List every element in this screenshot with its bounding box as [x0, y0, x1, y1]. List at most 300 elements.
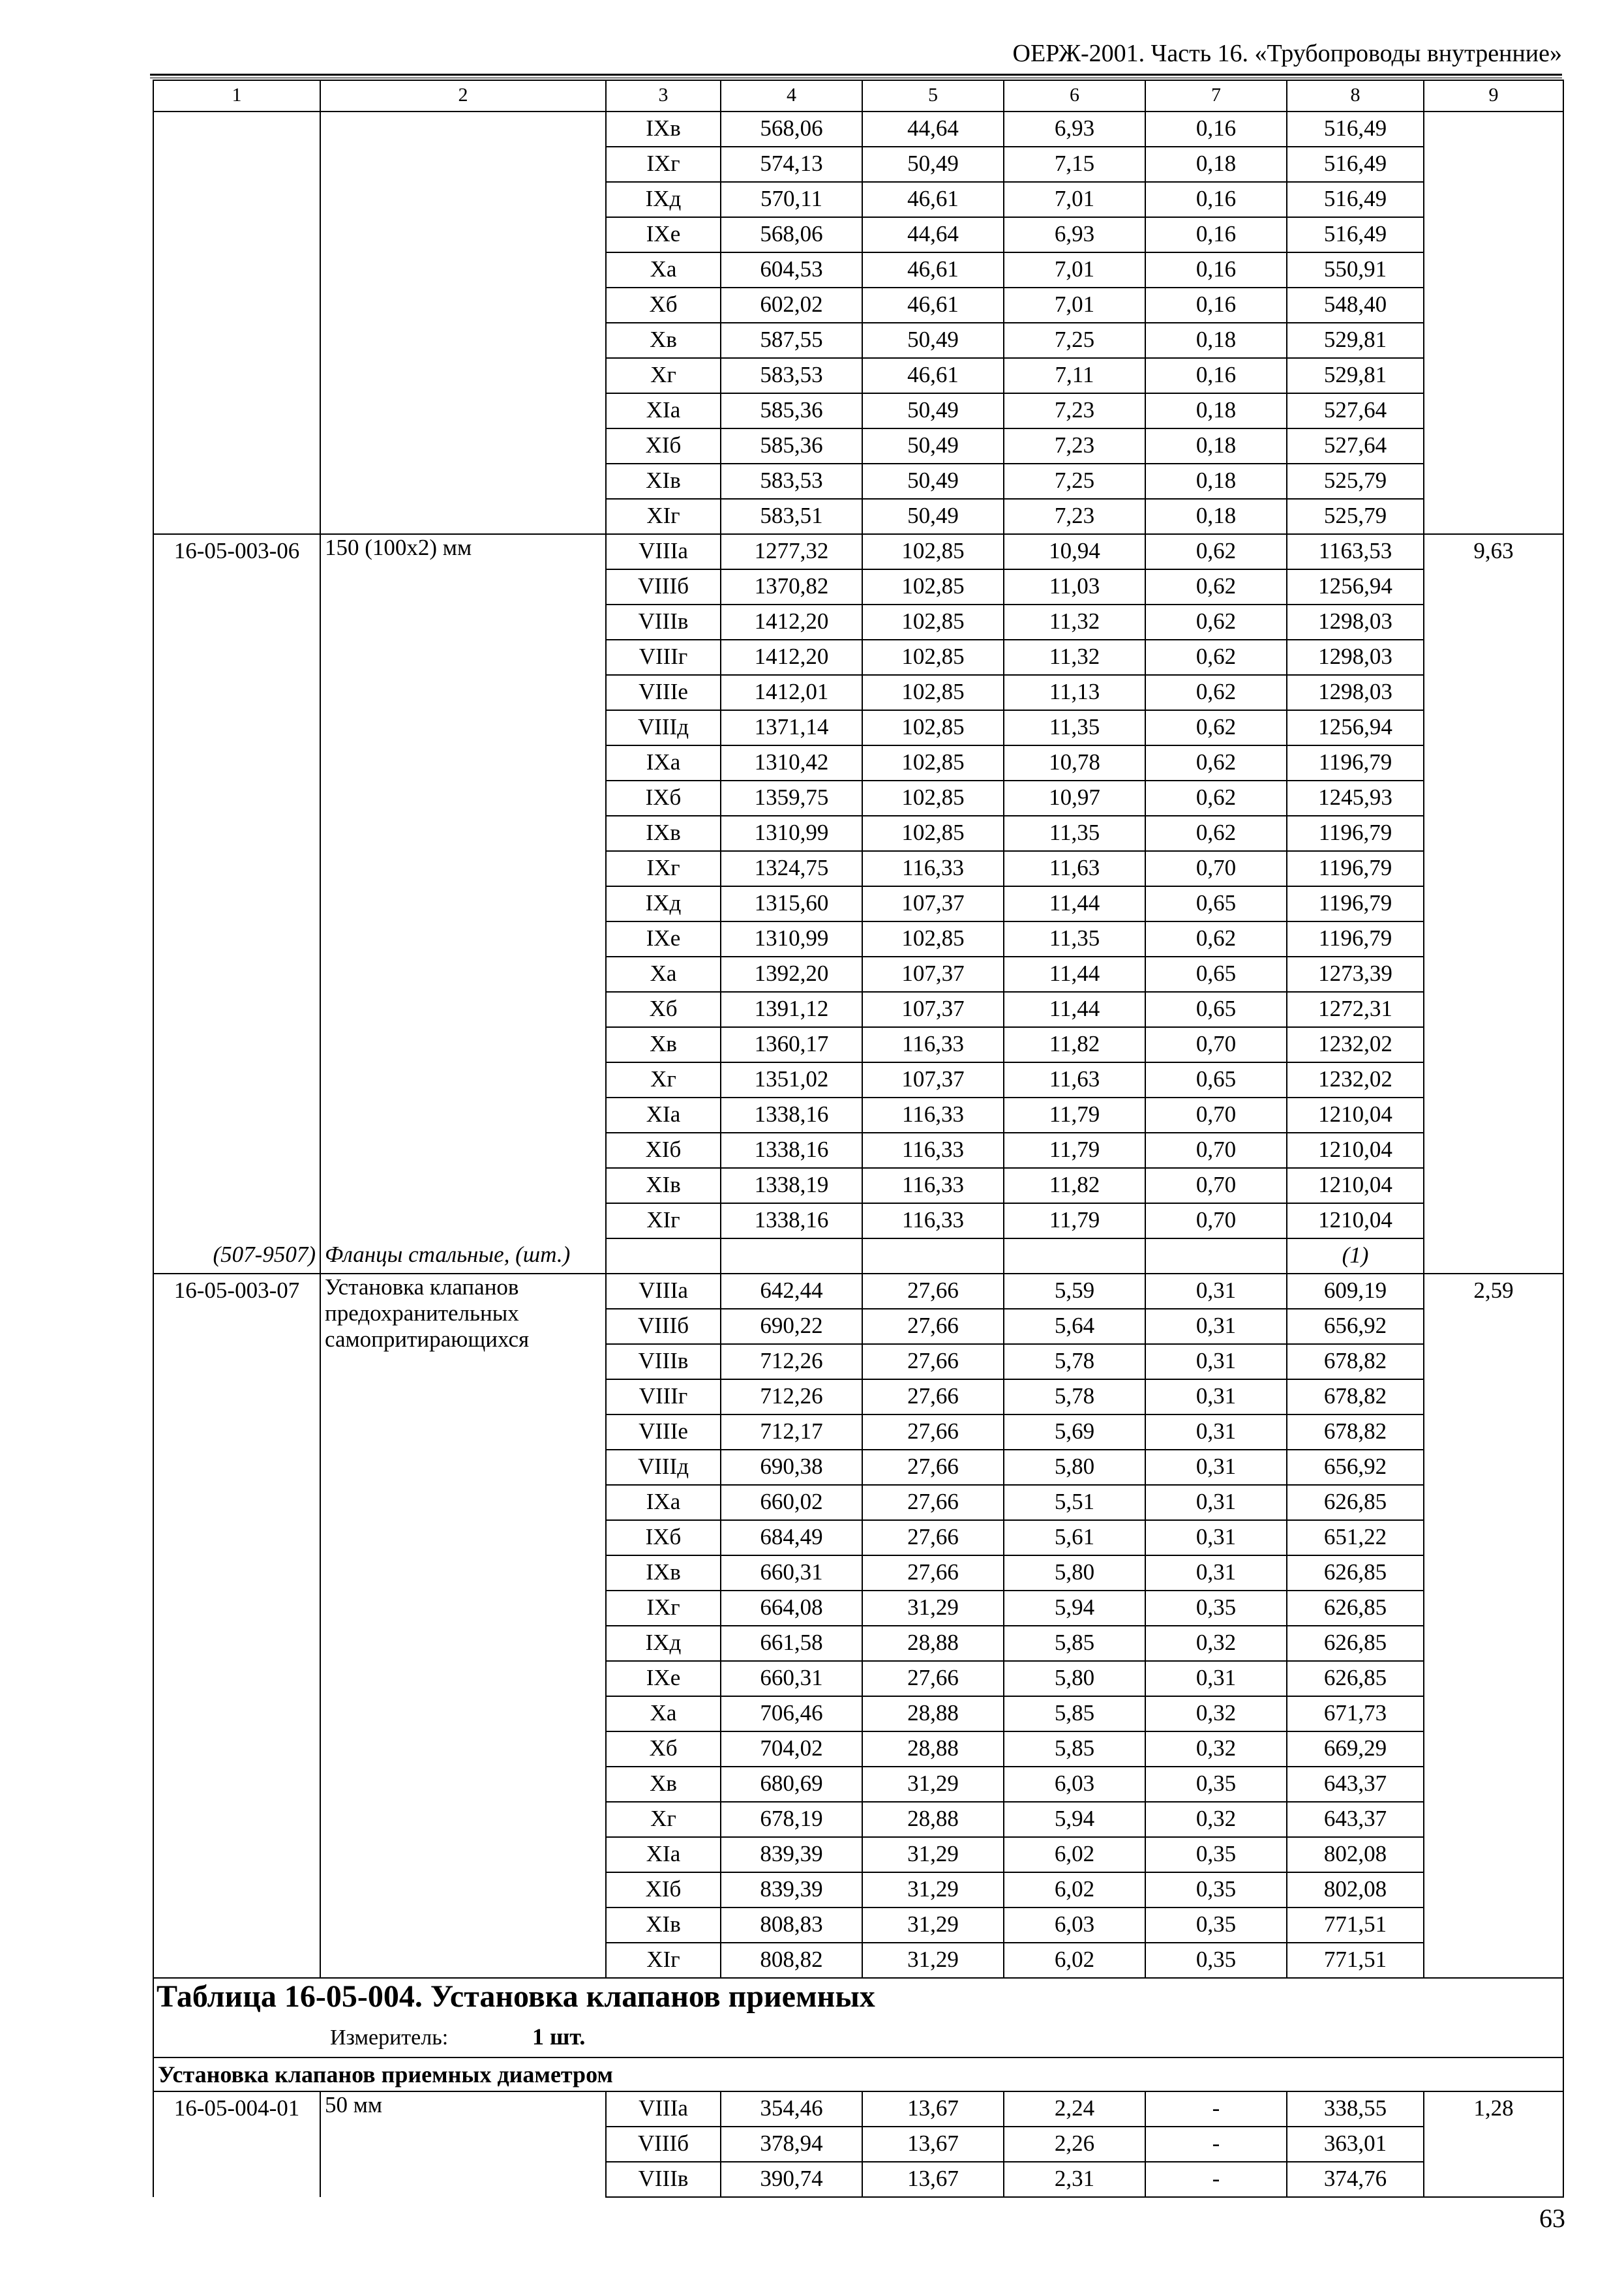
description-cell	[320, 112, 606, 534]
col9-cell: 1,28	[1424, 2091, 1563, 2197]
wages-cell: 28,88	[862, 1802, 1004, 1837]
wages-cell: 46,61	[862, 252, 1004, 288]
zone-cell: VIIIг	[606, 1379, 721, 1414]
direct-cost-cell: 690,38	[721, 1450, 862, 1485]
machine-cost-cell: 11,35	[1004, 921, 1145, 957]
materials-cell: 626,85	[1287, 1661, 1424, 1696]
machine-cost-cell: 7,01	[1004, 182, 1145, 217]
zone-cell: VIIIв	[606, 2162, 721, 2197]
wages-cell: 102,85	[862, 745, 1004, 781]
wages-cell: 31,29	[862, 1908, 1004, 1943]
zone-cell: XIб	[606, 428, 721, 464]
machine-cost-cell: 11,13	[1004, 675, 1145, 710]
materials-cell: 1256,94	[1287, 569, 1424, 605]
materials-cell: 656,92	[1287, 1309, 1424, 1344]
wages-cell: 27,66	[862, 1450, 1004, 1485]
wages-cell: 31,29	[862, 1872, 1004, 1908]
machine-cost-cell: 5,80	[1004, 1450, 1145, 1485]
zone-cell: XIв	[606, 1168, 721, 1203]
wages-cell: 50,49	[862, 393, 1004, 428]
zone-cell: IXа	[606, 1485, 721, 1520]
direct-cost-cell: 704,02	[721, 1731, 862, 1767]
direct-cost-cell: 1338,16	[721, 1098, 862, 1133]
machine-cost-cell: 11,35	[1004, 816, 1145, 851]
zone-cell: Xг	[606, 358, 721, 393]
column-number: 4	[721, 80, 862, 112]
zone-cell: Xб	[606, 992, 721, 1027]
wages-cell: 102,85	[862, 640, 1004, 675]
wages-cell: 44,64	[862, 112, 1004, 147]
machine-cost-cell: 5,94	[1004, 1802, 1145, 1837]
resource-qty: (1)	[1287, 1238, 1424, 1274]
direct-cost-cell: 839,39	[721, 1837, 862, 1872]
zone-cell: VIIIа	[606, 1274, 721, 1309]
machinist-wages-cell: 0,35	[1145, 1908, 1287, 1943]
materials-cell: 1232,02	[1287, 1027, 1424, 1062]
machine-cost-cell: 5,85	[1004, 1696, 1145, 1731]
machine-cost-cell: 7,23	[1004, 393, 1145, 428]
wages-cell: 46,61	[862, 358, 1004, 393]
zone-cell: IXд	[606, 886, 721, 921]
zone-cell: XIв	[606, 1908, 721, 1943]
zone-cell: IXг	[606, 851, 721, 886]
direct-cost-cell: 1351,02	[721, 1062, 862, 1098]
wages-cell: 27,66	[862, 1555, 1004, 1591]
machinist-wages-cell: 0,32	[1145, 1731, 1287, 1767]
direct-cost-cell: 583,53	[721, 464, 862, 499]
direct-cost-cell: 1310,99	[721, 816, 862, 851]
machinist-wages-cell: 0,16	[1145, 217, 1287, 252]
machine-cost-cell: 6,93	[1004, 217, 1145, 252]
machinist-wages-cell: 0,31	[1145, 1344, 1287, 1379]
wages-cell: 102,85	[862, 569, 1004, 605]
zone-cell: XIа	[606, 1098, 721, 1133]
column-number: 3	[606, 80, 721, 112]
direct-cost-cell: 1324,75	[721, 851, 862, 886]
measure-label: Измеритель:	[330, 2026, 449, 2050]
machinist-wages-cell: 0,31	[1145, 1309, 1287, 1344]
materials-cell: 516,49	[1287, 147, 1424, 182]
machinist-wages-cell: 0,16	[1145, 288, 1287, 323]
materials-cell: 338,55	[1287, 2091, 1424, 2127]
machine-cost-cell: 7,23	[1004, 499, 1145, 534]
direct-cost-cell: 706,46	[721, 1696, 862, 1731]
machinist-wages-cell: 0,32	[1145, 1626, 1287, 1661]
resource-row	[153, 1238, 1563, 1274]
wages-cell: 116,33	[862, 1168, 1004, 1203]
zone-cell: Xв	[606, 323, 721, 358]
direct-cost-cell: 642,44	[721, 1274, 862, 1309]
direct-cost-cell: 660,31	[721, 1555, 862, 1591]
machinist-wages-cell: 0,18	[1145, 499, 1287, 534]
zone-cell: IXе	[606, 217, 721, 252]
measure-value: 1 шт.	[532, 2024, 586, 2050]
zone-cell: XIг	[606, 1203, 721, 1238]
column-number-row	[153, 80, 1563, 112]
wages-cell: 107,37	[862, 1062, 1004, 1098]
machine-cost-cell: 5,64	[1004, 1309, 1145, 1344]
table-row	[153, 112, 1563, 147]
machine-cost-cell: 11,32	[1004, 640, 1145, 675]
machine-cost-cell: 11,44	[1004, 992, 1145, 1027]
direct-cost-cell: 583,53	[721, 358, 862, 393]
machine-cost-cell: 11,79	[1004, 1133, 1145, 1168]
wages-cell: 27,66	[862, 1661, 1004, 1696]
direct-cost-cell: 712,17	[721, 1414, 862, 1450]
machinist-wages-cell: 0,35	[1145, 1837, 1287, 1872]
machinist-wages-cell: 0,16	[1145, 182, 1287, 217]
machinist-wages-cell: 0,70	[1145, 1168, 1287, 1203]
code-cell	[153, 112, 320, 534]
machinist-wages-cell: 0,65	[1145, 957, 1287, 992]
machine-cost-cell: 11,44	[1004, 886, 1145, 921]
machinist-wages-cell: 0,16	[1145, 112, 1287, 147]
column-number: 2	[320, 80, 606, 112]
machinist-wages-cell: 0,16	[1145, 358, 1287, 393]
table-row	[153, 534, 1563, 569]
direct-cost-cell: 690,22	[721, 1309, 862, 1344]
description-cell: 150 (100х2) мм	[320, 534, 606, 1238]
direct-cost-cell: 712,26	[721, 1379, 862, 1414]
wages-cell: 102,85	[862, 921, 1004, 957]
materials-cell: 1210,04	[1287, 1168, 1424, 1203]
direct-cost-cell: 1310,42	[721, 745, 862, 781]
direct-cost-cell: 583,51	[721, 499, 862, 534]
zone-cell: XIг	[606, 499, 721, 534]
wages-cell: 102,85	[862, 781, 1004, 816]
materials-cell: 529,81	[1287, 323, 1424, 358]
machinist-wages-cell: 0,62	[1145, 745, 1287, 781]
direct-cost-cell: 684,49	[721, 1520, 862, 1555]
zone-cell: VIIIа	[606, 2091, 721, 2127]
materials-cell: 626,85	[1287, 1591, 1424, 1626]
blank-cell	[1004, 1238, 1145, 1274]
resource-name: Фланцы стальные, (шт.)	[320, 1238, 606, 1274]
wages-cell: 116,33	[862, 1098, 1004, 1133]
zone-cell: XIб	[606, 1133, 721, 1168]
machinist-wages-cell: 0,70	[1145, 851, 1287, 886]
machinist-wages-cell: 0,31	[1145, 1661, 1287, 1696]
machinist-wages-cell: 0,31	[1145, 1450, 1287, 1485]
machine-cost-cell: 11,79	[1004, 1203, 1145, 1238]
machine-cost-cell: 5,59	[1004, 1274, 1145, 1309]
zone-cell: IXд	[606, 1626, 721, 1661]
machine-cost-cell: 6,03	[1004, 1908, 1145, 1943]
machinist-wages-cell: 0,35	[1145, 1872, 1287, 1908]
code-cell: 16-05-003-06	[153, 534, 320, 1238]
wages-cell: 28,88	[862, 1731, 1004, 1767]
zone-cell: VIIIд	[606, 710, 721, 745]
direct-cost-cell: 1371,14	[721, 710, 862, 745]
machine-cost-cell: 7,25	[1004, 464, 1145, 499]
zone-cell: VIIIг	[606, 640, 721, 675]
resource-code: (507-9507)	[153, 1238, 320, 1274]
machinist-wages-cell: 0,35	[1145, 1767, 1287, 1802]
materials-cell: 1196,79	[1287, 745, 1424, 781]
zone-cell: VIIIа	[606, 534, 721, 569]
direct-cost-cell: 602,02	[721, 288, 862, 323]
direct-cost-cell: 712,26	[721, 1344, 862, 1379]
materials-cell: 529,81	[1287, 358, 1424, 393]
machinist-wages-cell: 0,62	[1145, 921, 1287, 957]
zone-cell: XIб	[606, 1872, 721, 1908]
zone-cell: IXб	[606, 1520, 721, 1555]
machinist-wages-cell: 0,62	[1145, 710, 1287, 745]
machinist-wages-cell: 0,62	[1145, 675, 1287, 710]
wages-cell: 46,61	[862, 288, 1004, 323]
machine-cost-cell: 5,80	[1004, 1555, 1145, 1591]
machine-cost-cell: 11,82	[1004, 1168, 1145, 1203]
machinist-wages-cell: 0,31	[1145, 1485, 1287, 1520]
zone-cell: Xа	[606, 1696, 721, 1731]
materials-cell: 1196,79	[1287, 816, 1424, 851]
running-header: ОЕРЖ-2001. Часть 16. «Трубопроводы внутренние»	[1012, 40, 1562, 67]
materials-cell: 1210,04	[1287, 1098, 1424, 1133]
col9-cell	[1424, 112, 1563, 534]
zone-cell: Xв	[606, 1767, 721, 1802]
header-rule	[150, 74, 1562, 76]
direct-cost-cell: 587,55	[721, 323, 862, 358]
materials-cell: 626,85	[1287, 1555, 1424, 1591]
materials-cell: 626,85	[1287, 1626, 1424, 1661]
wages-cell: 13,67	[862, 2162, 1004, 2197]
wages-cell: 27,66	[862, 1344, 1004, 1379]
machinist-wages-cell: 0,18	[1145, 464, 1287, 499]
materials-cell: 1272,31	[1287, 992, 1424, 1027]
machine-cost-cell: 5,85	[1004, 1731, 1145, 1767]
materials-cell: 1232,02	[1287, 1062, 1424, 1098]
zone-cell: VIIIв	[606, 605, 721, 640]
materials-cell: 678,82	[1287, 1344, 1424, 1379]
materials-cell: 550,91	[1287, 252, 1424, 288]
materials-cell: 516,49	[1287, 112, 1424, 147]
zone-cell: IXг	[606, 1591, 721, 1626]
machine-cost-cell: 7,23	[1004, 428, 1145, 464]
zone-cell: Xб	[606, 1731, 721, 1767]
direct-cost-cell: 1392,20	[721, 957, 862, 992]
machinist-wages-cell: 0,18	[1145, 428, 1287, 464]
machine-cost-cell: 2,26	[1004, 2127, 1145, 2162]
machine-cost-cell: 11,63	[1004, 1062, 1145, 1098]
zone-cell: IXе	[606, 1661, 721, 1696]
wages-cell: 46,61	[862, 182, 1004, 217]
direct-cost-cell: 570,11	[721, 182, 862, 217]
direct-cost-cell: 1315,60	[721, 886, 862, 921]
zone-cell: VIIIв	[606, 1344, 721, 1379]
machine-cost-cell: 5,94	[1004, 1591, 1145, 1626]
zone-cell: IXг	[606, 147, 721, 182]
column-number: 1	[153, 80, 320, 112]
machine-cost-cell: 6,02	[1004, 1837, 1145, 1872]
machine-cost-cell: 11,63	[1004, 851, 1145, 886]
direct-cost-cell: 604,53	[721, 252, 862, 288]
zone-cell: XIа	[606, 1837, 721, 1872]
direct-cost-cell: 1277,32	[721, 534, 862, 569]
zone-cell: VIIIб	[606, 1309, 721, 1344]
zone-cell: IXе	[606, 921, 721, 957]
direct-cost-cell: 1412,01	[721, 675, 862, 710]
materials-cell: 656,92	[1287, 1450, 1424, 1485]
zone-cell: IXб	[606, 781, 721, 816]
zone-cell: Xб	[606, 288, 721, 323]
direct-cost-cell: 1370,82	[721, 569, 862, 605]
direct-cost-cell: 808,82	[721, 1943, 862, 1978]
materials-cell: 802,08	[1287, 1837, 1424, 1872]
zone-cell: Xв	[606, 1027, 721, 1062]
direct-cost-cell: 808,83	[721, 1908, 862, 1943]
machinist-wages-cell: 0,32	[1145, 1696, 1287, 1731]
materials-cell: 771,51	[1287, 1943, 1424, 1978]
column-number: 6	[1004, 80, 1145, 112]
direct-cost-cell: 378,94	[721, 2127, 862, 2162]
table-title: Таблица 16-05-004. Установка клапанов приемных	[153, 1978, 1563, 2020]
direct-cost-cell: 1360,17	[721, 1027, 862, 1062]
machine-cost-cell: 5,61	[1004, 1520, 1145, 1555]
zone-cell: VIIIе	[606, 1414, 721, 1450]
wages-cell: 44,64	[862, 217, 1004, 252]
machinist-wages-cell: 0,70	[1145, 1133, 1287, 1168]
materials-cell: 1210,04	[1287, 1133, 1424, 1168]
measure-row	[153, 2020, 1563, 2057]
machinist-wages-cell: -	[1145, 2162, 1287, 2197]
materials-cell: 802,08	[1287, 1872, 1424, 1908]
code-cell: 16-05-003-07	[153, 1274, 320, 1978]
column-number: 7	[1145, 80, 1287, 112]
wages-cell: 27,66	[862, 1485, 1004, 1520]
machine-cost-cell: 5,69	[1004, 1414, 1145, 1450]
wages-cell: 27,66	[862, 1309, 1004, 1344]
machinist-wages-cell: 0,62	[1145, 534, 1287, 569]
machine-cost-cell: 11,79	[1004, 1098, 1145, 1133]
machinist-wages-cell: 0,70	[1145, 1203, 1287, 1238]
machine-cost-cell: 7,11	[1004, 358, 1145, 393]
materials-cell: 671,73	[1287, 1696, 1424, 1731]
zone-cell: Xа	[606, 957, 721, 992]
direct-cost-cell: 680,69	[721, 1767, 862, 1802]
wages-cell: 102,85	[862, 710, 1004, 745]
machine-cost-cell: 11,03	[1004, 569, 1145, 605]
machine-cost-cell: 7,15	[1004, 147, 1145, 182]
wages-cell: 102,85	[862, 605, 1004, 640]
direct-cost-cell: 1412,20	[721, 605, 862, 640]
machinist-wages-cell: 0,31	[1145, 1414, 1287, 1450]
machinist-wages-cell: 0,65	[1145, 992, 1287, 1027]
machine-cost-cell: 10,94	[1004, 534, 1145, 569]
machine-cost-cell: 11,82	[1004, 1027, 1145, 1062]
materials-cell: 1256,94	[1287, 710, 1424, 745]
machinist-wages-cell: 0,32	[1145, 1802, 1287, 1837]
machine-cost-cell: 5,51	[1004, 1485, 1145, 1520]
wages-cell: 50,49	[862, 499, 1004, 534]
machine-cost-cell: 11,44	[1004, 957, 1145, 992]
materials-cell: 643,37	[1287, 1767, 1424, 1802]
materials-cell: 527,64	[1287, 393, 1424, 428]
machinist-wages-cell: 0,18	[1145, 147, 1287, 182]
direct-cost-cell: 660,31	[721, 1661, 862, 1696]
materials-cell: 516,49	[1287, 182, 1424, 217]
zone-cell: VIIIб	[606, 569, 721, 605]
materials-cell: 678,82	[1287, 1379, 1424, 1414]
code-cell: 16-05-004-01	[153, 2091, 320, 2197]
machinist-wages-cell: 0,65	[1145, 886, 1287, 921]
machine-cost-cell: 11,35	[1004, 710, 1145, 745]
machine-cost-cell: 6,02	[1004, 1872, 1145, 1908]
zone-cell: VIIIб	[606, 2127, 721, 2162]
wages-cell: 31,29	[862, 1591, 1004, 1626]
col9-cell: 9,63	[1424, 534, 1563, 1274]
materials-cell: 363,01	[1287, 2127, 1424, 2162]
machinist-wages-cell: 0,62	[1145, 781, 1287, 816]
column-number: 8	[1287, 80, 1424, 112]
zone-cell: IXв	[606, 816, 721, 851]
materials-cell: 525,79	[1287, 464, 1424, 499]
wages-cell: 13,67	[862, 2127, 1004, 2162]
zone-cell: Xа	[606, 252, 721, 288]
wages-cell: 107,37	[862, 957, 1004, 992]
wages-cell: 27,66	[862, 1379, 1004, 1414]
wages-cell: 102,85	[862, 816, 1004, 851]
machinist-wages-cell: 0,62	[1145, 569, 1287, 605]
wages-cell: 102,85	[862, 534, 1004, 569]
zone-cell: Xг	[606, 1062, 721, 1098]
machine-cost-cell: 5,78	[1004, 1379, 1145, 1414]
zone-cell: IXд	[606, 182, 721, 217]
materials-cell: 1196,79	[1287, 921, 1424, 957]
direct-cost-cell: 1338,16	[721, 1203, 862, 1238]
machine-cost-cell: 6,02	[1004, 1943, 1145, 1978]
machinist-wages-cell: 0,31	[1145, 1520, 1287, 1555]
materials-cell: 516,49	[1287, 217, 1424, 252]
materials-cell: 1196,79	[1287, 886, 1424, 921]
machinist-wages-cell: -	[1145, 2127, 1287, 2162]
wages-cell: 50,49	[862, 428, 1004, 464]
machine-cost-cell: 10,97	[1004, 781, 1145, 816]
wages-cell: 28,88	[862, 1696, 1004, 1731]
materials-cell: 678,82	[1287, 1414, 1424, 1450]
blank-cell	[1145, 1238, 1287, 1274]
materials-cell: 1245,93	[1287, 781, 1424, 816]
materials-cell: 651,22	[1287, 1520, 1424, 1555]
wages-cell: 27,66	[862, 1520, 1004, 1555]
wages-cell: 31,29	[862, 1837, 1004, 1872]
materials-cell: 1210,04	[1287, 1203, 1424, 1238]
direct-cost-cell: 568,06	[721, 217, 862, 252]
direct-cost-cell: 1412,20	[721, 640, 862, 675]
wages-cell: 13,67	[862, 2091, 1004, 2127]
machinist-wages-cell: 0,70	[1145, 1098, 1287, 1133]
table-row	[153, 2091, 1563, 2127]
direct-cost-cell: 660,02	[721, 1485, 862, 1520]
direct-cost-cell: 585,36	[721, 393, 862, 428]
direct-cost-cell: 354,46	[721, 2091, 862, 2127]
machine-cost-cell: 2,31	[1004, 2162, 1145, 2197]
machine-cost-cell: 11,32	[1004, 605, 1145, 640]
wages-cell: 31,29	[862, 1767, 1004, 1802]
description-cell: 50 мм	[320, 2091, 606, 2197]
subheading: Установка клапанов приемных диаметром	[153, 2057, 1563, 2091]
column-number: 5	[862, 80, 1004, 112]
machinist-wages-cell: 0,31	[1145, 1379, 1287, 1414]
materials-cell: 527,64	[1287, 428, 1424, 464]
wages-cell: 50,49	[862, 147, 1004, 182]
measure-cell	[153, 2020, 1563, 2057]
materials-cell: 771,51	[1287, 1908, 1424, 1943]
blank-cell	[606, 1238, 721, 1274]
blank-cell	[721, 1238, 862, 1274]
machine-cost-cell: 7,25	[1004, 323, 1145, 358]
materials-cell: 1298,03	[1287, 675, 1424, 710]
zone-cell: IXв	[606, 112, 721, 147]
